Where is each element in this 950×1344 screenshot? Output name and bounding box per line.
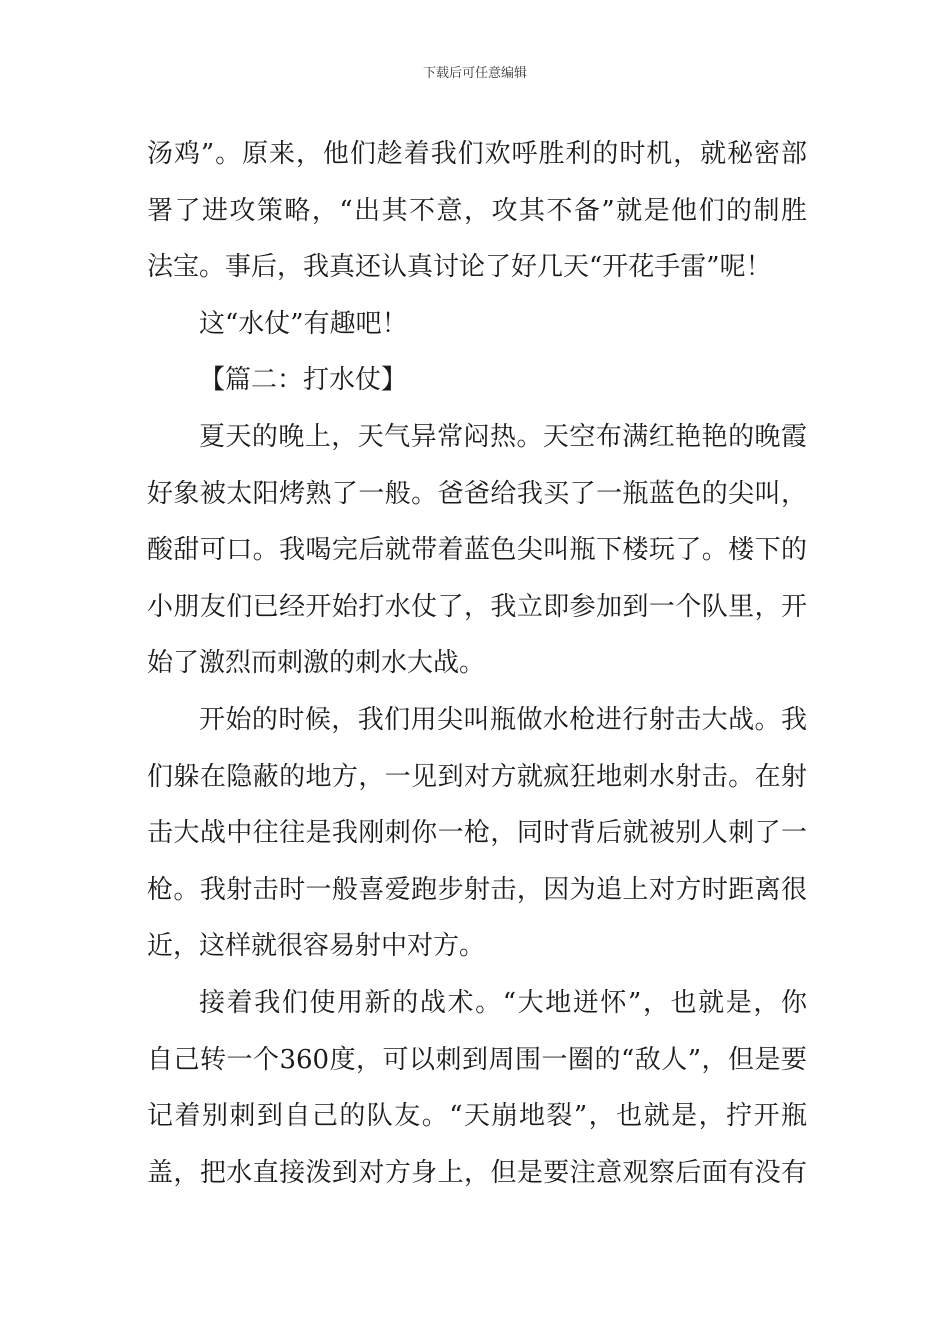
- paragraph-line: 酸甜可口。我喝完后就带着蓝色尖叫瓶下楼玩了。楼下的: [147, 535, 807, 566]
- paragraph-line: 开始的时候，我们用尖叫瓶做水枪进行射击大战。我: [199, 704, 807, 735]
- paragraph-line: 夏天的晚上，天气异常闷热。天空布满红艳艳的晚霞: [199, 421, 807, 452]
- page-header: 下载后可任意编辑: [422, 66, 527, 81]
- paragraph-line: 法宝。事后，我真还认真讨论了好几天“开花手雷”呢！: [147, 252, 772, 283]
- document-body: [147, 126, 807, 1201]
- paragraph-line: 接着我们使用新的战术。“大地迸怀”，也就是，你: [199, 987, 807, 1018]
- paragraph-line: 小朋友们已经开始打水仗了，我立即参加到一个队里，开: [147, 591, 807, 622]
- paragraph-line: 自己转一个360度，可以刺到周围一圈的“敌人”，但是要: [147, 1044, 807, 1075]
- paragraph-line: 们躲在隐蔽的地方，一见到对方就疯狂地刺水射击。在射: [147, 761, 807, 792]
- paragraph-line: 这“水仗”有趣吧！: [199, 308, 408, 339]
- paragraph-line: 记着别刺到自己的队友。“天崩地裂”，也就是，拧开瓶: [147, 1101, 807, 1132]
- paragraph-line: 击大战中往往是我刚刺你一枪，同时背后就被别人刺了一: [147, 818, 807, 849]
- paragraph-line: 枪。我射击时一般喜爱跑步射击，因为追上对方时距离很: [147, 874, 807, 905]
- paragraph-line: 盖，把水直接泼到对方身上，但是要注意观察后面有没有: [147, 1157, 807, 1188]
- paragraph-line: 好象被太阳烤熟了一般。爸爸给我买了一瓶蓝色的尖叫，: [147, 478, 807, 509]
- paragraph-line: 汤鸡”。原来，他们趁着我们欢呼胜利的时机，就秘密部: [147, 139, 807, 169]
- paragraph-line: 始了激烈而刺激的刺水大战。: [147, 648, 486, 679]
- paragraph-line: 署了进攻策略，“出其不意，攻其不备”就是他们的制胜: [147, 195, 807, 226]
- section-heading: 【篇二：打水仗】: [199, 365, 408, 396]
- paragraph-line: 近，这样就很容易射中对方。: [147, 931, 486, 962]
